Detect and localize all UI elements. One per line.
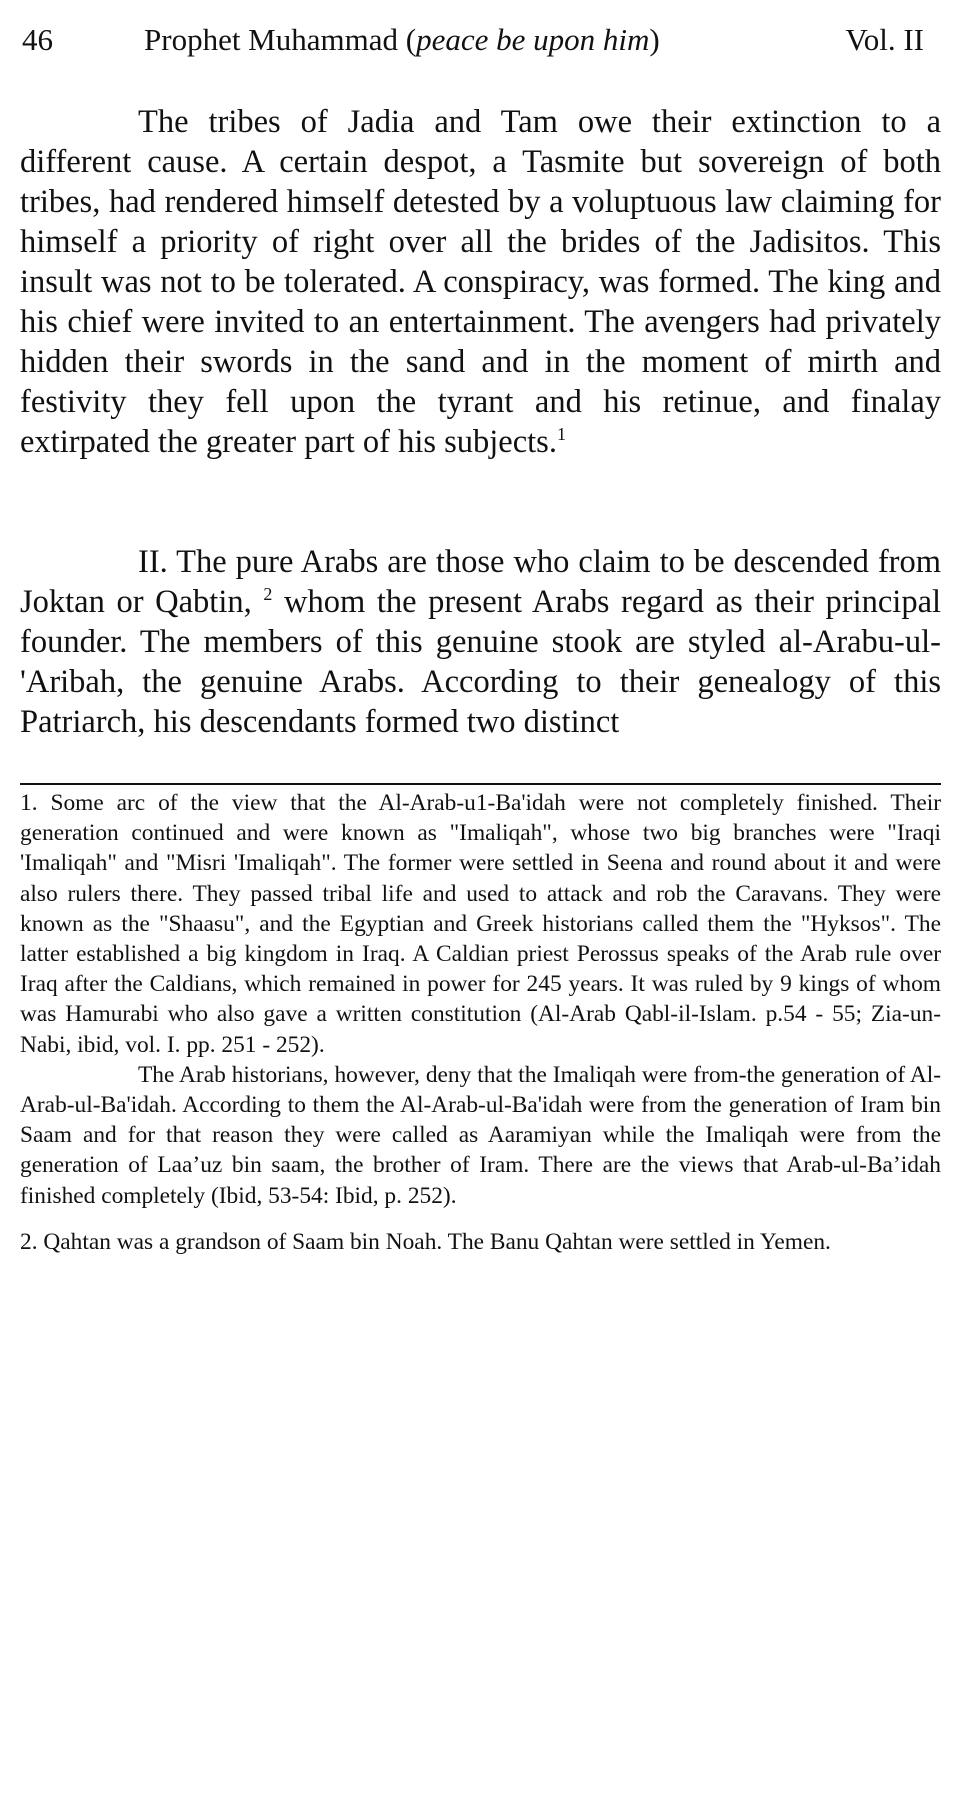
page-number: 46 xyxy=(22,22,53,57)
footnote-ref-2: 2 xyxy=(263,584,273,605)
footnote-divider xyxy=(20,783,941,785)
running-header xyxy=(22,14,938,66)
book-title xyxy=(144,14,660,66)
book-title-prefix: Prophet Muhammad ( xyxy=(144,22,417,57)
body-paragraph-1 xyxy=(20,102,941,462)
footnote-2: 2. Qahtan was a grandson of Saam bin Noah. The Banu Qahtan were settled in Yemen. xyxy=(20,1228,831,1255)
body-paragraph-2-text-a: II. The pure Arabs are those who claim to be descended from Joktan or Qabtin, xyxy=(20,544,941,620)
footnotes-section xyxy=(20,788,941,1257)
footnote-1: 1. Some arc of the view that the Al-Arab-u1-Ba'idah were not completely finished. Their generation continued and were known as "Imaliqah", whose two big branches were "Iraqi 'Imaliqah" and "Misri 'Imaliqah". The former were settled in Seena and round about it and were also rulers there. They passed tribal life and used to attack and rob the Caravans. They were known as the "Shaasu", and the Egyptian and Greek historians called them the "Hyksos". The latter established a big kingdom in Iraq. A Caldian priest Perossus speaks of the Arab rule over Iraq after the Caldians, which remained in power for 245 years. It was ruled by 9 kings of whom was Hamurabi who also gave a written constitution (Al-Arab Qabl-il-Islam. p.54 - 55; Zia-un-Nabi, ibid, vol. I. pp. 251 - 252). xyxy=(20,790,941,1058)
body-paragraph-1-text: The tribes of Jadia and Tam owe their extinction to a different cause. A certain despot, a Tasmite but sovereign of both tribes, had rendered himself detested by a voluptuous law claiming for himself a priority of right over all the brides of the Jadisitos. This insult was not to be tolerated. A conspiracy, was formed. The king and his chief were invited to an entertainment. The avengers had privately hidden their swords in the sand and in the moment of mirth and festivity they fell upon the tyrant and his retinue, and finalay extirpated the greater part of his subjects. xyxy=(20,104,941,460)
footnote-1-continued: The Arab historians, however, deny that the Imaliqah were from-the generation of Al-Arab-ul-Ba'idah. According to them the Al-Arab-ul-Ba'idah were from the generation of Iram bin Saam and for that reason they were called as Aaramiyan while the Imaliqah were from the generation of Laa’uz bin saam, the brother of Iram. There are the views that Arab-ul-Ba’idah finished completely (Ibid, 53-54: Ibid, p. 252). xyxy=(20,1061,941,1209)
body-paragraph-2-text-b: whom the present Arabs regard as their principal founder. The members of this genuine stook are styled al-Arabu-ul-'Aribah, the genuine Arabs. According to their genealogy of this Patriarch, his descendants formed two distinct xyxy=(20,584,942,740)
body-paragraph-2 xyxy=(20,542,941,742)
book-title-italic: peace be upon him xyxy=(416,22,650,57)
book-title-suffix: ) xyxy=(649,22,660,57)
footnote-ref-1: 1 xyxy=(556,424,566,445)
volume-label: Vol. II xyxy=(845,22,924,57)
